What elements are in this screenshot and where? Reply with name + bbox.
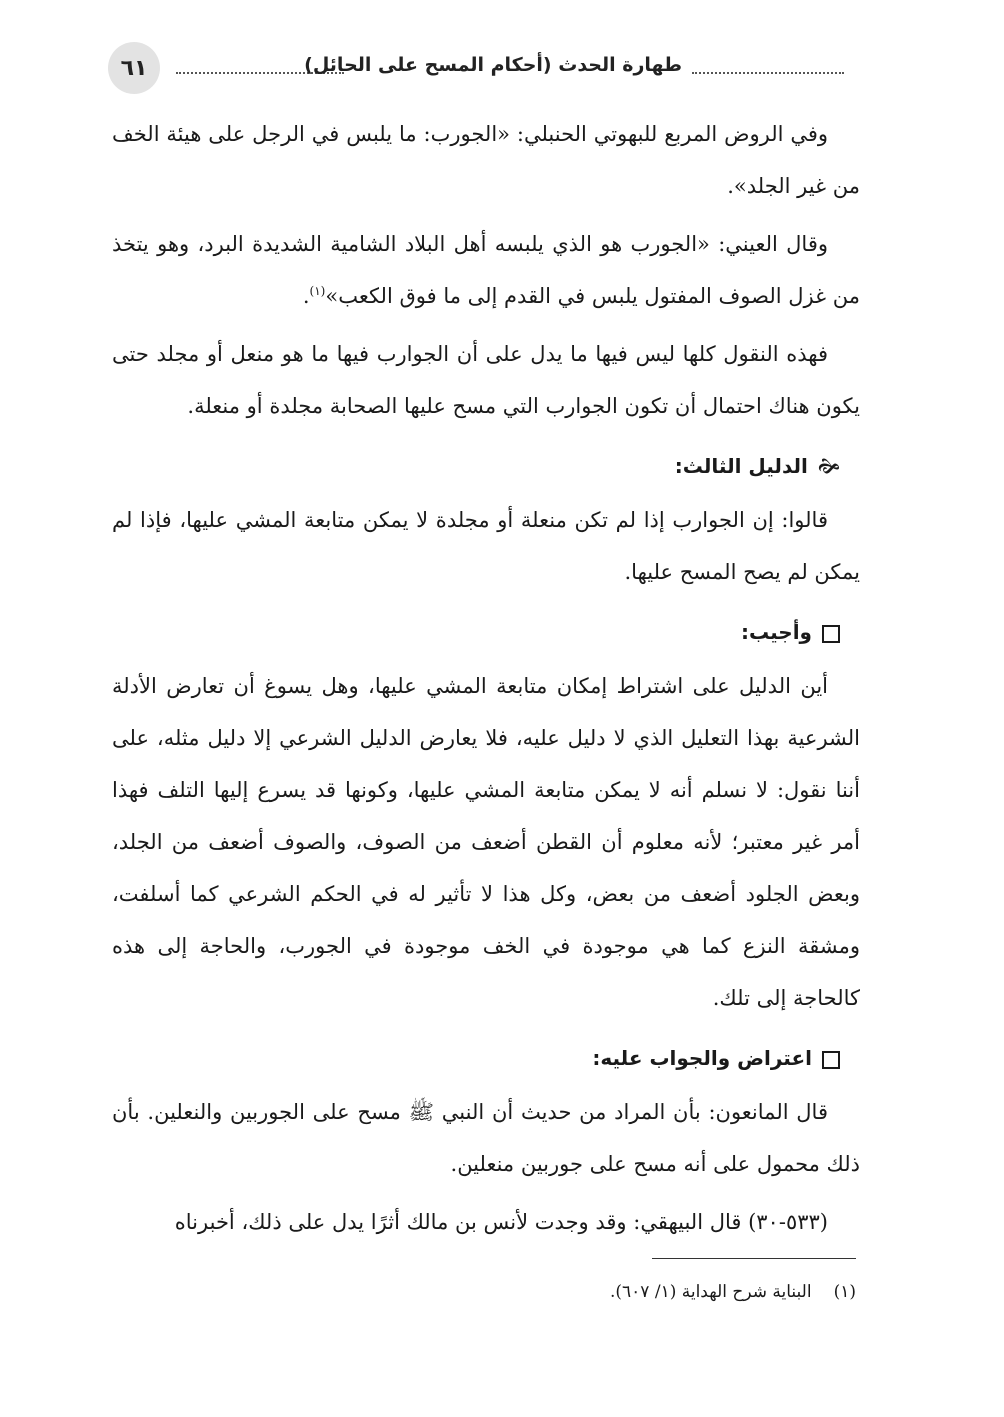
section-heading-text: الدليل الثالث:	[674, 454, 808, 478]
subheading-text: اعتراض والجواب عليه:	[592, 1046, 812, 1070]
paragraph: وفي الروض المربع للبهوتي الحنبلي: «الجورب: ما يلبس في الرجل على هيئة الخف من غير الجلد».	[112, 122, 860, 198]
square-bullet-icon	[822, 1051, 840, 1069]
main-text	[112, 108, 860, 1254]
paragraph: (٥٣٣-٣٠) قال البيهقي: وقد وجدت لأنس بن مالك أثرًا يدل على ذلك، أخبرناه	[174, 1210, 828, 1234]
paragraph-end: .	[302, 284, 310, 308]
footnote	[112, 1278, 856, 1306]
paragraph: قال المانعون: بأن المراد من حديث أن النبي ﷺ مسح على الجوربين والنعلين. بأن ذلك محمول على أنه مسح على جوربين منعلين.	[112, 1100, 860, 1176]
footnote-reference: (١)	[309, 284, 326, 298]
paragraph: فهذه النقول كلها ليس فيها ما يدل على أن الجوارب فيها ما هو منعل أو مجلد حتى يكون هناك احتمال أن تكون الجوارب التي مسح عليها الصحابة مجلدة أو منعلة.	[112, 342, 860, 418]
page-header	[108, 42, 860, 98]
footnote-text: البناية شرح الهداية (١/ ٦٠٧).	[609, 1282, 812, 1302]
paragraph: قالوا: إن الجوارب إذا لم تكن منعلة أو مجلدة لا يمكن متابعة المشي عليها، فإذا لم يمكن لم يصح المسح عليها.	[112, 508, 860, 584]
paragraph	[112, 218, 860, 322]
subheading-text: وأجيب:	[740, 620, 812, 644]
page-number: ٦١	[108, 42, 160, 94]
footnote-marker: (١)	[833, 1282, 856, 1302]
footnote-separator	[652, 1258, 856, 1259]
subheading	[112, 1030, 860, 1086]
ornament-icon: 🙞	[817, 454, 840, 478]
subheading	[112, 604, 860, 660]
dotted-rule-right	[692, 72, 844, 74]
square-bullet-icon	[822, 625, 840, 643]
paragraph: أين الدليل على اشتراط إمكان متابعة المشي عليها، وهل يسوغ أن تعارض الأدلة الشرعية بهذا التعليل الذي لا دليل عليه، فلا يعارض الدليل الشرعي إلا دليل مثله، على أننا نقول: لا نسلم أنه لا يمكن متابعة المشي عليها، وكونها قد يسرع إليها التلف فهذا أمر غير معتبر؛ لأنه معلوم أن القطن أضعف من الصوف، والصوف أضعف من الجلد، وبعض الجلود أضعف من بعض، وكل هذا لا تأثير له في الحكم الشرعي كما أسلفت، ومشقة النزع كما هي موجودة في الخف موجودة في الجورب، والحاجة إلى هذه كالحاجة إلى تلك.	[112, 674, 860, 1010]
paragraph-text: وقال العيني: «الجورب هو الذي يلبسه أهل البلاد الشامية الشديدة البرد، وهو يتخذ من غزل الصوف المفتول يلبس في القدم إلى ما فوق الكعب»	[112, 232, 860, 308]
running-title: طهارة الحدث (أحكام المسح على الحائل)	[304, 54, 682, 76]
section-heading	[112, 438, 860, 494]
